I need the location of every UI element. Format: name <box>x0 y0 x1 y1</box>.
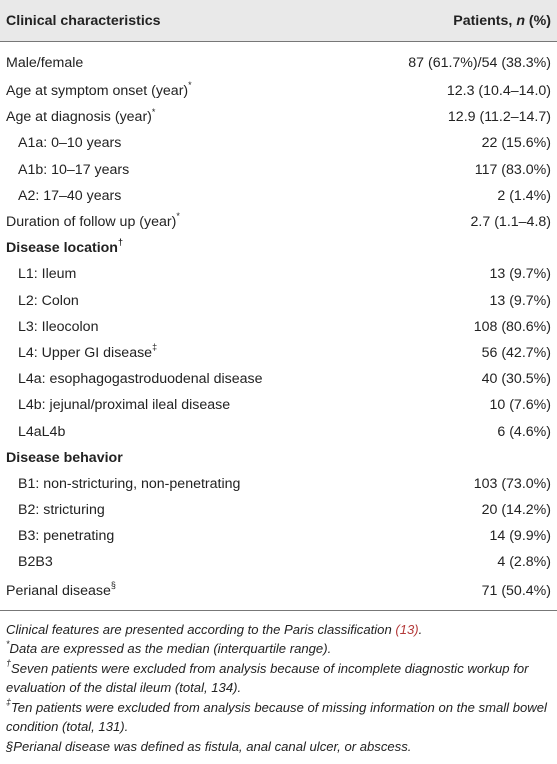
table-row <box>0 104 557 130</box>
row-label-a1b: A1b: 10–17 years <box>18 161 130 178</box>
header-patients-prefix: Patients, <box>453 12 517 29</box>
table-row <box>0 471 557 497</box>
row-value: 117 (83.0%) <box>474 161 551 178</box>
table-row <box>0 130 557 156</box>
row-value: 56 (42.7%) <box>481 344 551 361</box>
row-value: 10 (7.6%) <box>489 397 551 414</box>
footnote-excluded-ileum: †Seven patients were excluded from analysis because of incomplete diagnostic workup for evaluation of the distal ileum (total, 134). <box>6 658 529 696</box>
section-label: Disease behavior <box>6 449 123 466</box>
table-row <box>0 366 557 392</box>
row-label-b1: B1: non-stricturing, non-penetrating <box>18 475 241 492</box>
row-value: 20 (14.2%) <box>481 502 551 519</box>
footnote-median: *Data are expressed as the median (interquartile range). <box>6 638 332 657</box>
row-value: 103 (73.0%) <box>473 475 551 492</box>
row-label-perianal: Perianal disease§ <box>0 576 370 611</box>
row-value: 4 (2.8%) <box>497 554 551 571</box>
row-label-l1: L1: Ileum <box>18 266 77 283</box>
table-row <box>0 42 557 79</box>
footnote-paris: Clinical features are presented according to the Paris classification (13). <box>6 621 423 637</box>
row-label-b3: B3: penetrating <box>18 528 115 545</box>
table-row <box>0 183 557 209</box>
row-label-l3: L3: Ileocolon <box>18 318 99 335</box>
table-row <box>0 340 557 366</box>
row-value: 13 (9.7%) <box>489 266 551 283</box>
row-value: 22 (15.6%) <box>481 135 551 152</box>
header-clinical-characteristics: Clinical characteristics <box>0 0 370 42</box>
header-patients-suffix: (%) <box>524 12 551 29</box>
table-row <box>0 314 557 340</box>
table-row <box>0 392 557 418</box>
row-value: 2 (1.4%) <box>497 187 551 204</box>
row-value: 40 (30.5%) <box>481 371 551 388</box>
row-value: 108 (80.6%) <box>473 318 551 335</box>
reference-link-13[interactable]: (13) <box>395 621 419 637</box>
table-header-row <box>0 0 557 42</box>
table-row <box>0 261 557 287</box>
row-label-a2: A2: 17–40 years <box>18 187 122 204</box>
row-label-age-diagnosis: Age at diagnosis (year)* <box>6 106 156 126</box>
row-value: 12.9 (11.2–14.7) <box>447 109 551 126</box>
footnote-perianal: §Perianal disease was defined as fistula, anal canal ulcer, or abscess. <box>6 738 412 754</box>
row-value: 6 (4.6%) <box>497 423 551 440</box>
row-value: 13 (9.7%) <box>489 292 551 309</box>
section-heading-disease-location <box>0 235 557 261</box>
table-row <box>0 549 557 575</box>
row-label-male-female: Male/female <box>6 54 84 71</box>
footnote-excluded-small-bowel: ‡Ten patients were excluded from analysis because of missing information on the small bowel condition (total, 131). <box>6 697 547 735</box>
row-label-age-onset: Age at symptom onset (year)* <box>6 80 192 100</box>
table-row <box>0 523 557 549</box>
header-patients-n: n <box>516 12 525 29</box>
row-label-l4b: L4b: jejunal/proximal ileal disease <box>18 397 231 414</box>
row-label-follow-up: Duration of follow up (year)* <box>6 211 180 231</box>
table-row <box>0 576 557 611</box>
row-value: 87 (61.7%)/54 (38.3%) <box>408 54 551 71</box>
row-label-l4a: L4a: esophagogastroduodenal disease <box>18 371 263 388</box>
row-label-l4: L4: Upper GI disease‡ <box>18 342 158 361</box>
table-row <box>0 497 557 523</box>
row-value: 71 (50.4%) <box>370 576 557 611</box>
row-value: 14 (9.9%) <box>489 528 551 545</box>
table-row <box>0 418 557 444</box>
table-footnotes <box>0 611 557 757</box>
table-row <box>0 78 557 104</box>
table-row <box>0 288 557 314</box>
row-label-b2b3: B2B3 <box>18 554 53 571</box>
table-row <box>0 209 557 235</box>
row-label-a1a: A1a: 0–10 years <box>18 135 122 152</box>
row-label-l2: L2: Colon <box>18 292 79 309</box>
row-label-b2: B2: stricturing <box>18 502 105 519</box>
section-heading-disease-behavior <box>0 445 557 471</box>
row-label-l4al4b: L4aL4b <box>18 423 66 440</box>
header-patients <box>370 0 557 42</box>
row-value: 2.7 (1.1–4.8) <box>470 214 551 231</box>
section-label: Disease location† <box>6 237 123 257</box>
row-value: 12.3 (10.4–14.0) <box>446 83 551 100</box>
table-row <box>0 157 557 183</box>
